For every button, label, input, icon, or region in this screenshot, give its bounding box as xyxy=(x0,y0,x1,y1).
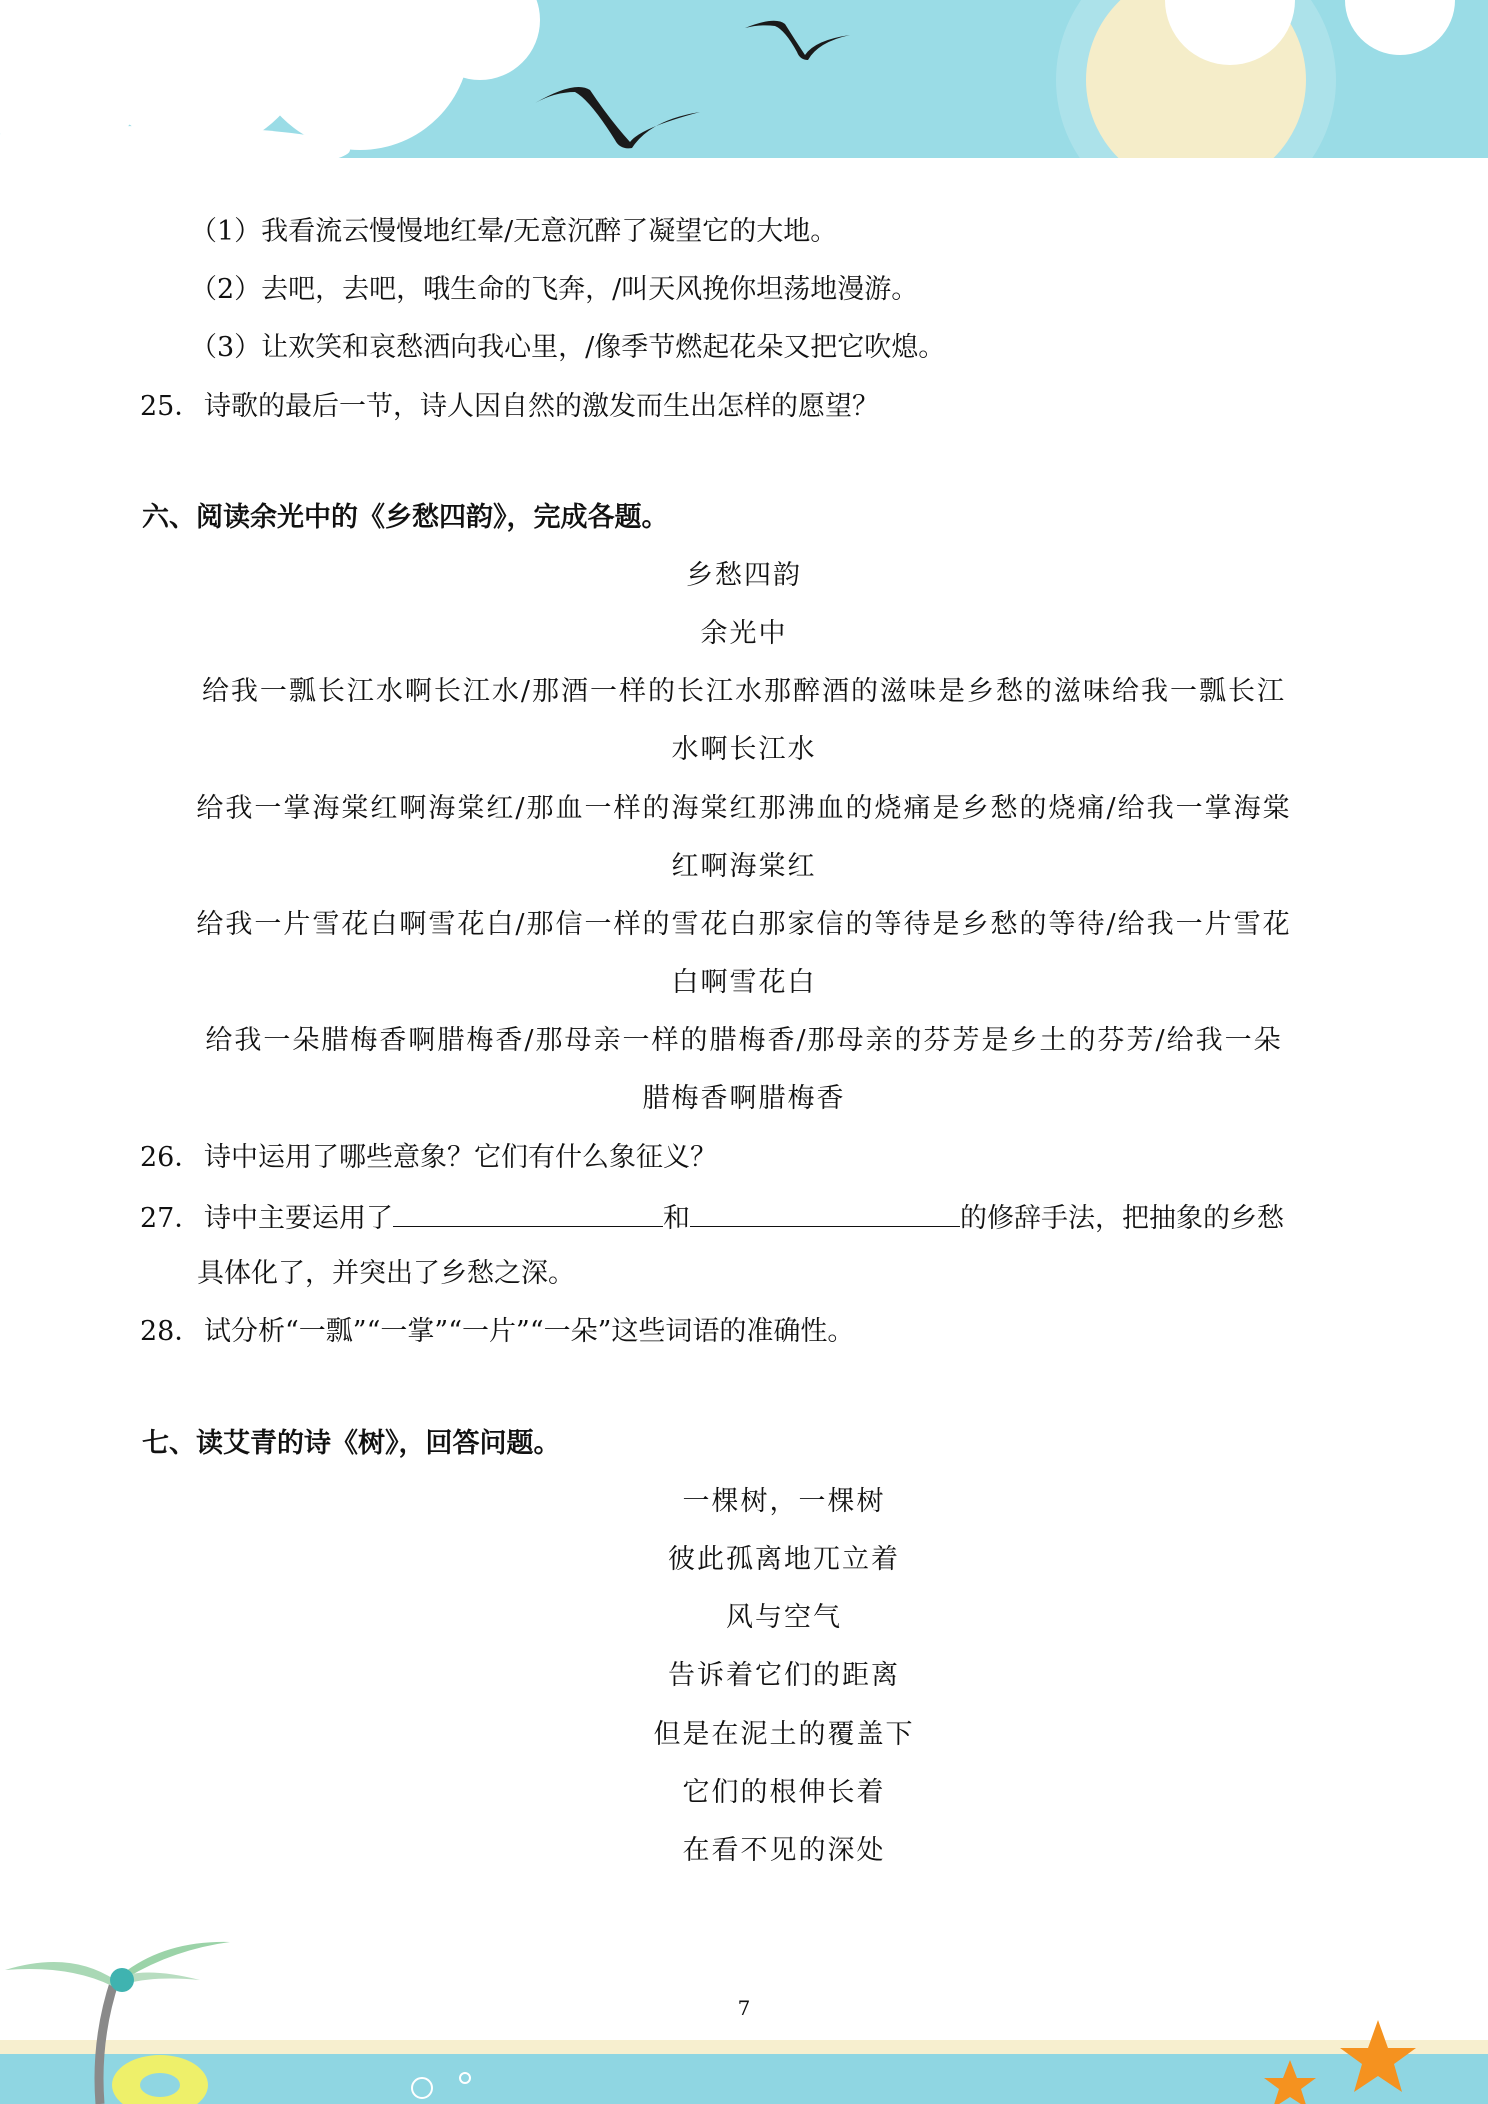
poem-line: 但是在泥土的覆盖下 xyxy=(653,1719,915,1750)
item-prev-2: （2）去吧，去吧，哦生命的飞奔，/叫天风挽你坦荡地漫游。 xyxy=(190,274,919,305)
poem-line: 给我一瓢长江水啊长江水/那酒一样的长江水那醉酒的滋味是乡愁的滋味给我一瓢长江 xyxy=(201,676,1287,707)
poem-line: 红啊海棠红 xyxy=(671,851,817,882)
question-text: 诗歌的最后一节，诗人因自然的激发而生出怎样的愿望？ xyxy=(204,391,879,422)
poem-line: 它们的根伸长着 xyxy=(682,1777,886,1808)
poem-line: 彼此孤离地兀立着 xyxy=(668,1544,900,1575)
question-text: 诗中运用了哪些意象？它们有什么象征义？ xyxy=(204,1142,717,1173)
poem-author: 余光中 xyxy=(700,618,788,649)
question-text: 的修辞手法，把抽象的乡愁 xyxy=(960,1203,1284,1234)
poem-line: 给我一掌海棠红啊海棠红/那血一样的海棠红那沸血的烧痛是乡愁的烧痛/给我一掌海棠 xyxy=(196,793,1292,824)
poem-line: 告诉着它们的距离 xyxy=(668,1660,900,1691)
poem-line: 风与空气 xyxy=(726,1602,842,1633)
item-prev-3: （3）让欢笑和哀愁洒向我心里，/像季节燃起花朵又把它吹熄。 xyxy=(190,332,946,363)
question-text: 和 xyxy=(663,1203,690,1234)
question-27 xyxy=(0,1196,1488,1236)
item-prev-1: （1）我看流云慢慢地红晕/无意沉醉了凝望它的大地。 xyxy=(190,216,838,247)
question-25 xyxy=(0,387,1488,427)
poem-line: 给我一片雪花白啊雪花白/那信一样的雪花白那家信的等待是乡愁的等待/给我一片雪花 xyxy=(196,909,1292,940)
answer-blank[interactable] xyxy=(393,1196,663,1227)
question-number: 27． xyxy=(140,1203,202,1234)
poem-line: 一棵树，一棵树 xyxy=(682,1486,886,1517)
page-number: 7 xyxy=(737,1996,751,2020)
question-28 xyxy=(0,1312,1488,1352)
question-number: 26． xyxy=(140,1142,202,1173)
poem-line: 水啊长江水 xyxy=(671,734,817,765)
poem-title: 乡愁四韵 xyxy=(686,560,802,591)
question-text: 诗中主要运用了 xyxy=(204,1203,393,1234)
question-text: 试分析“一瓢”“一掌”“一片”“一朵”这些词语的准确性。 xyxy=(204,1316,855,1347)
question-number: 28． xyxy=(140,1316,202,1347)
question-number: 25． xyxy=(140,391,202,422)
header-sky-banner xyxy=(0,0,1488,165)
answer-blank[interactable] xyxy=(690,1196,960,1227)
poem-line: 给我一朵腊梅香啊腊梅香/那母亲一样的腊梅香/那母亲的芬芳是乡土的芬芳/给我一朵 xyxy=(205,1025,1283,1056)
poem-line: 在看不见的深处 xyxy=(682,1835,886,1866)
section-7-heading: 七、读艾青的诗《树》，回答问题。 xyxy=(142,1428,561,1459)
question-26 xyxy=(0,1138,1488,1178)
question-27-continuation: 具体化了，并突出了乡愁之深。 xyxy=(197,1258,575,1289)
poem-line: 白啊雪花白 xyxy=(671,967,817,998)
section-6-heading: 六、阅读余光中的《乡愁四韵》，完成各题。 xyxy=(142,502,669,533)
poem-line: 腊梅香啊腊梅香 xyxy=(642,1083,846,1114)
